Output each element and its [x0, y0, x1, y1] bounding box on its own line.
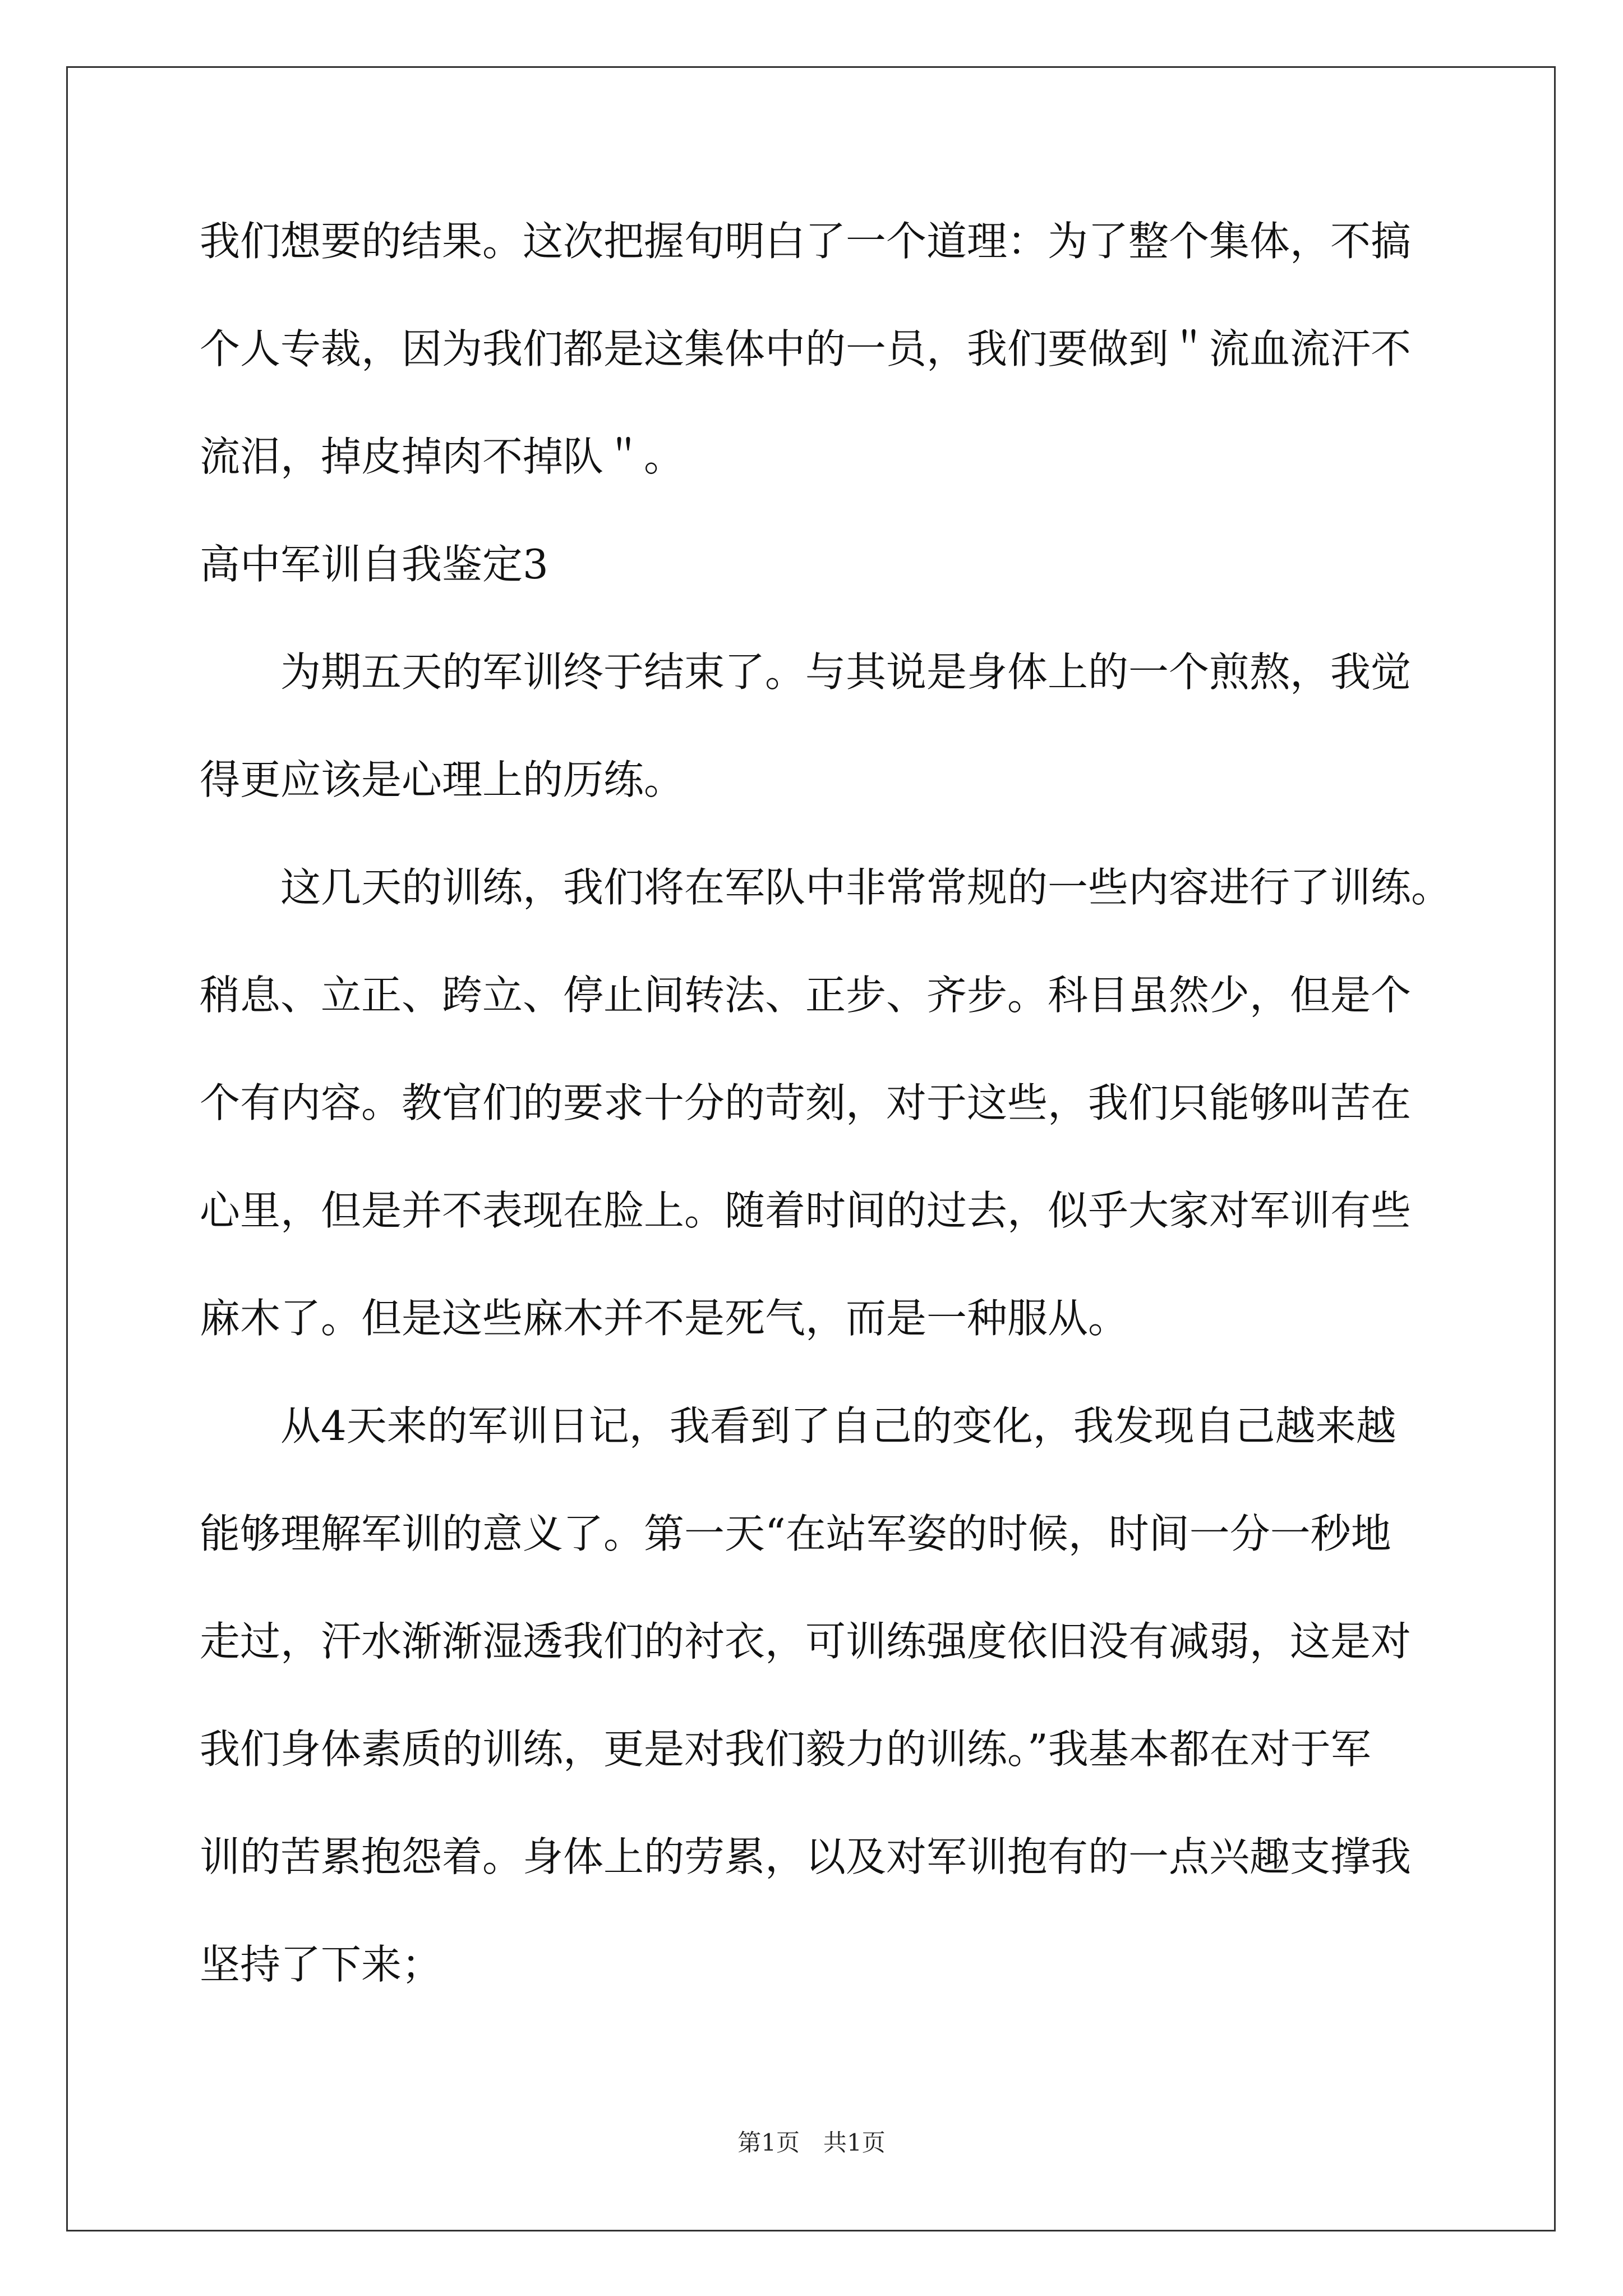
text-line: 得更应该是心理上的历练。	[200, 756, 685, 803]
text-line: 流泪，掉皮掉肉不掉队＂。	[200, 433, 685, 480]
text-line: 从4天来的军训日记，我看到了自己的变化，我发现自己越来越	[280, 1402, 1396, 1450]
text-line: 能够理解军训的意义了。第一天“在站军姿的时候，时间一分一秒地	[200, 1510, 1391, 1557]
page-border	[66, 66, 1556, 2231]
text-line: 麻木了。但是这些麻木并不是死气，而是一种服从。	[200, 1295, 1129, 1342]
text-line: 为期五天的军训终于结束了。与其说是身体上的一个煎熬，我觉	[280, 648, 1412, 696]
section-heading: 高中军训自我鉴定3	[200, 541, 548, 588]
page-number: 第1页 共1页	[737, 2129, 886, 2156]
text-line: 走过，汗水渐渐湿透我们的衬衣，可训练强度依旧没有减弱，这是对	[200, 1618, 1412, 1665]
text-line: 我们身体素质的训练，更是对我们毅力的训练。”我基本都在对于军	[200, 1726, 1371, 1773]
text-line: 心里，但是并不表现在脸上。随着时间的过去，似乎大家对军训有些	[200, 1187, 1412, 1234]
text-line: 稍息、立正、跨立、停止间转法、正步、齐步。科目虽然少，但是个	[200, 972, 1412, 1019]
text-line: 训的苦累抱怨着。身体上的劳累，以及对军训抱有的一点兴趣支撑我	[200, 1833, 1412, 1880]
text-line: 坚持了下来；	[200, 1941, 442, 1988]
text-line: 个有内容。教官们的要求十分的苛刻，对于这些，我们只能够叫苦在	[200, 1079, 1412, 1126]
text-line: 这几天的训练，我们将在军队中非常常规的一些内容进行了训练。	[280, 864, 1452, 911]
text-line: 个人专裁，因为我们都是这集体中的一员，我们要做到＂流血流汗不	[200, 325, 1412, 372]
text-line: 我们想要的结果。这次把握旬明白了一个道理：为了整个集体，不搞	[200, 218, 1412, 265]
